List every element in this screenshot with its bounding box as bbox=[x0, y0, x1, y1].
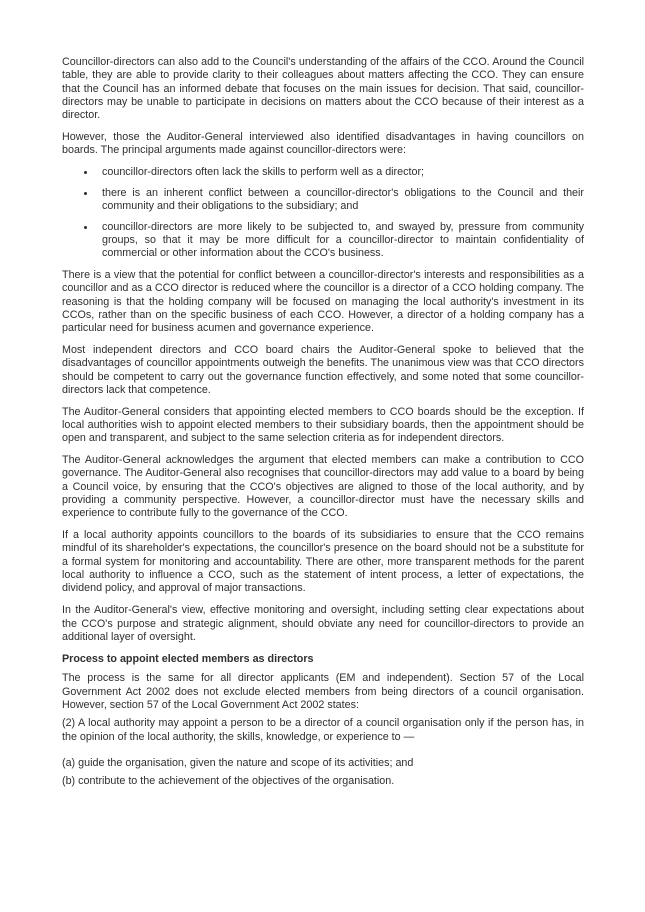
bullet-text: there is an inherent conflict between a councillor-director's obligations to the Council and their community and their obligations to the subsidiary; and bbox=[102, 186, 584, 212]
quote-item-a: (a) guide the organisation, given the nature and scope of its activities; and bbox=[62, 757, 414, 770]
paragraph-3: There is a view that the potential for conflict between a councillor-director's interests and responsibilities as a councillor and as a CCO director is reduced where the councillor is a director of a CCO holding company. The reasoning is that the holding company will be focused on managing the local authority's investment in its CCOs, rather than on the specific business of each CCO. However, a director of a holding company has a particular need for business acumen and governance experience. bbox=[62, 268, 584, 335]
paragraph-5: The Auditor-General considers that appointing elected members to CCO boards should be the exception. If local authorities wish to appoint elected members to their subsidiary boards, then the appointment should be open and transparent, and subject to the same selection criteria as for independent directors. bbox=[62, 405, 584, 445]
section-heading: Process to appoint elected members as directors bbox=[62, 652, 314, 665]
bullet-text: councillor-directors are more likely to be subjected to, and swayed by, pressure from community groups, so that it may be more difficult for a councillor-director to maintain confidentiality of commercial or other information about the CCO's business. bbox=[102, 220, 584, 260]
paragraph-2: However, those the Auditor-General interviewed also identified disadvantages in having councillors on boards. The principal arguments made against councillor-directors were: bbox=[62, 131, 584, 157]
bullet-item-1 bbox=[62, 166, 584, 179]
document-content bbox=[62, 56, 584, 789]
quote-item-b: (b) contribute to the achievement of the objectives of the organisation. bbox=[62, 775, 395, 788]
bullet-list bbox=[62, 166, 584, 260]
paragraph-6: The Auditor-General acknowledges the argument that elected members can make a contribution to CCO governance. The Auditor-General also recognises that councillor-directors may add value to a board by being a Council voice, by ensuring that the CCO's objectives are aligned to those of the local authority, and by providing a community perspective. However, a councillor-director must have the necessary skills and experience to contribute fully to the governance of the CCO. bbox=[62, 454, 584, 520]
bullet-item-3 bbox=[62, 221, 584, 261]
paragraph-4: Most independent directors and CCO board chairs the Auditor-General spoke to believed that the disadvantages of councillor appointments outweigh the benefits. The unanimous view was that CCO directors should be competent to carry out the governance function effectively, and some noted that some councillor-directors lack that competence. bbox=[62, 343, 584, 396]
bullet-icon bbox=[84, 226, 87, 229]
paragraph-7: If a local authority appoints councillors to the boards of its subsidiaries to ensure that the CCO remains mindful of its shareholder's expectations, the councillor's presence on the board should not be a substitute for a formal system for monitoring and accountability. There are other, more transparent methods for the parent local authority to influence a CCO, such as the statement of intent process, a letter of expectations, the dividend policy, and approval of major transactions. bbox=[62, 529, 584, 595]
paragraph-9: The process is the same for all director applicants (EM and independent). Section 57 of the Local Government Act 2002 does not exclude elected members from being directors of a council organisation. However, section 57 of the Local Government Act 2002 states: bbox=[62, 672, 584, 712]
bullet-icon bbox=[84, 192, 87, 195]
quote-paragraph: (2) A local authority may appoint a person to be a director of a council organisation only if the person has, in the opinion of the local authority, the skills, knowledge, or experience to — bbox=[62, 717, 584, 743]
bullet-item-2 bbox=[62, 187, 584, 214]
bullet-icon bbox=[84, 171, 87, 174]
paragraph-8: In the Auditor-General's view, effective monitoring and oversight, including setting clear expectations about the CCO's purpose and strategic alignment, should obviate any need for councillor-directors to provide an additional layer of oversight. bbox=[62, 604, 584, 643]
bullet-text: councillor-directors often lack the skills to perform well as a director; bbox=[102, 166, 425, 179]
paragraph-1: Councillor-directors can also add to the Council's understanding of the affairs of the CCO. Around the Council table, they are able to provide clarity to their colleagues about matters affecting the CCO. They can ensure that the Council has an informed debate that focuses on the main issues for decision. That said, councillor-directors may be unable to participate in decisions on matters about the CCO because of their interest as a director. bbox=[62, 56, 584, 122]
